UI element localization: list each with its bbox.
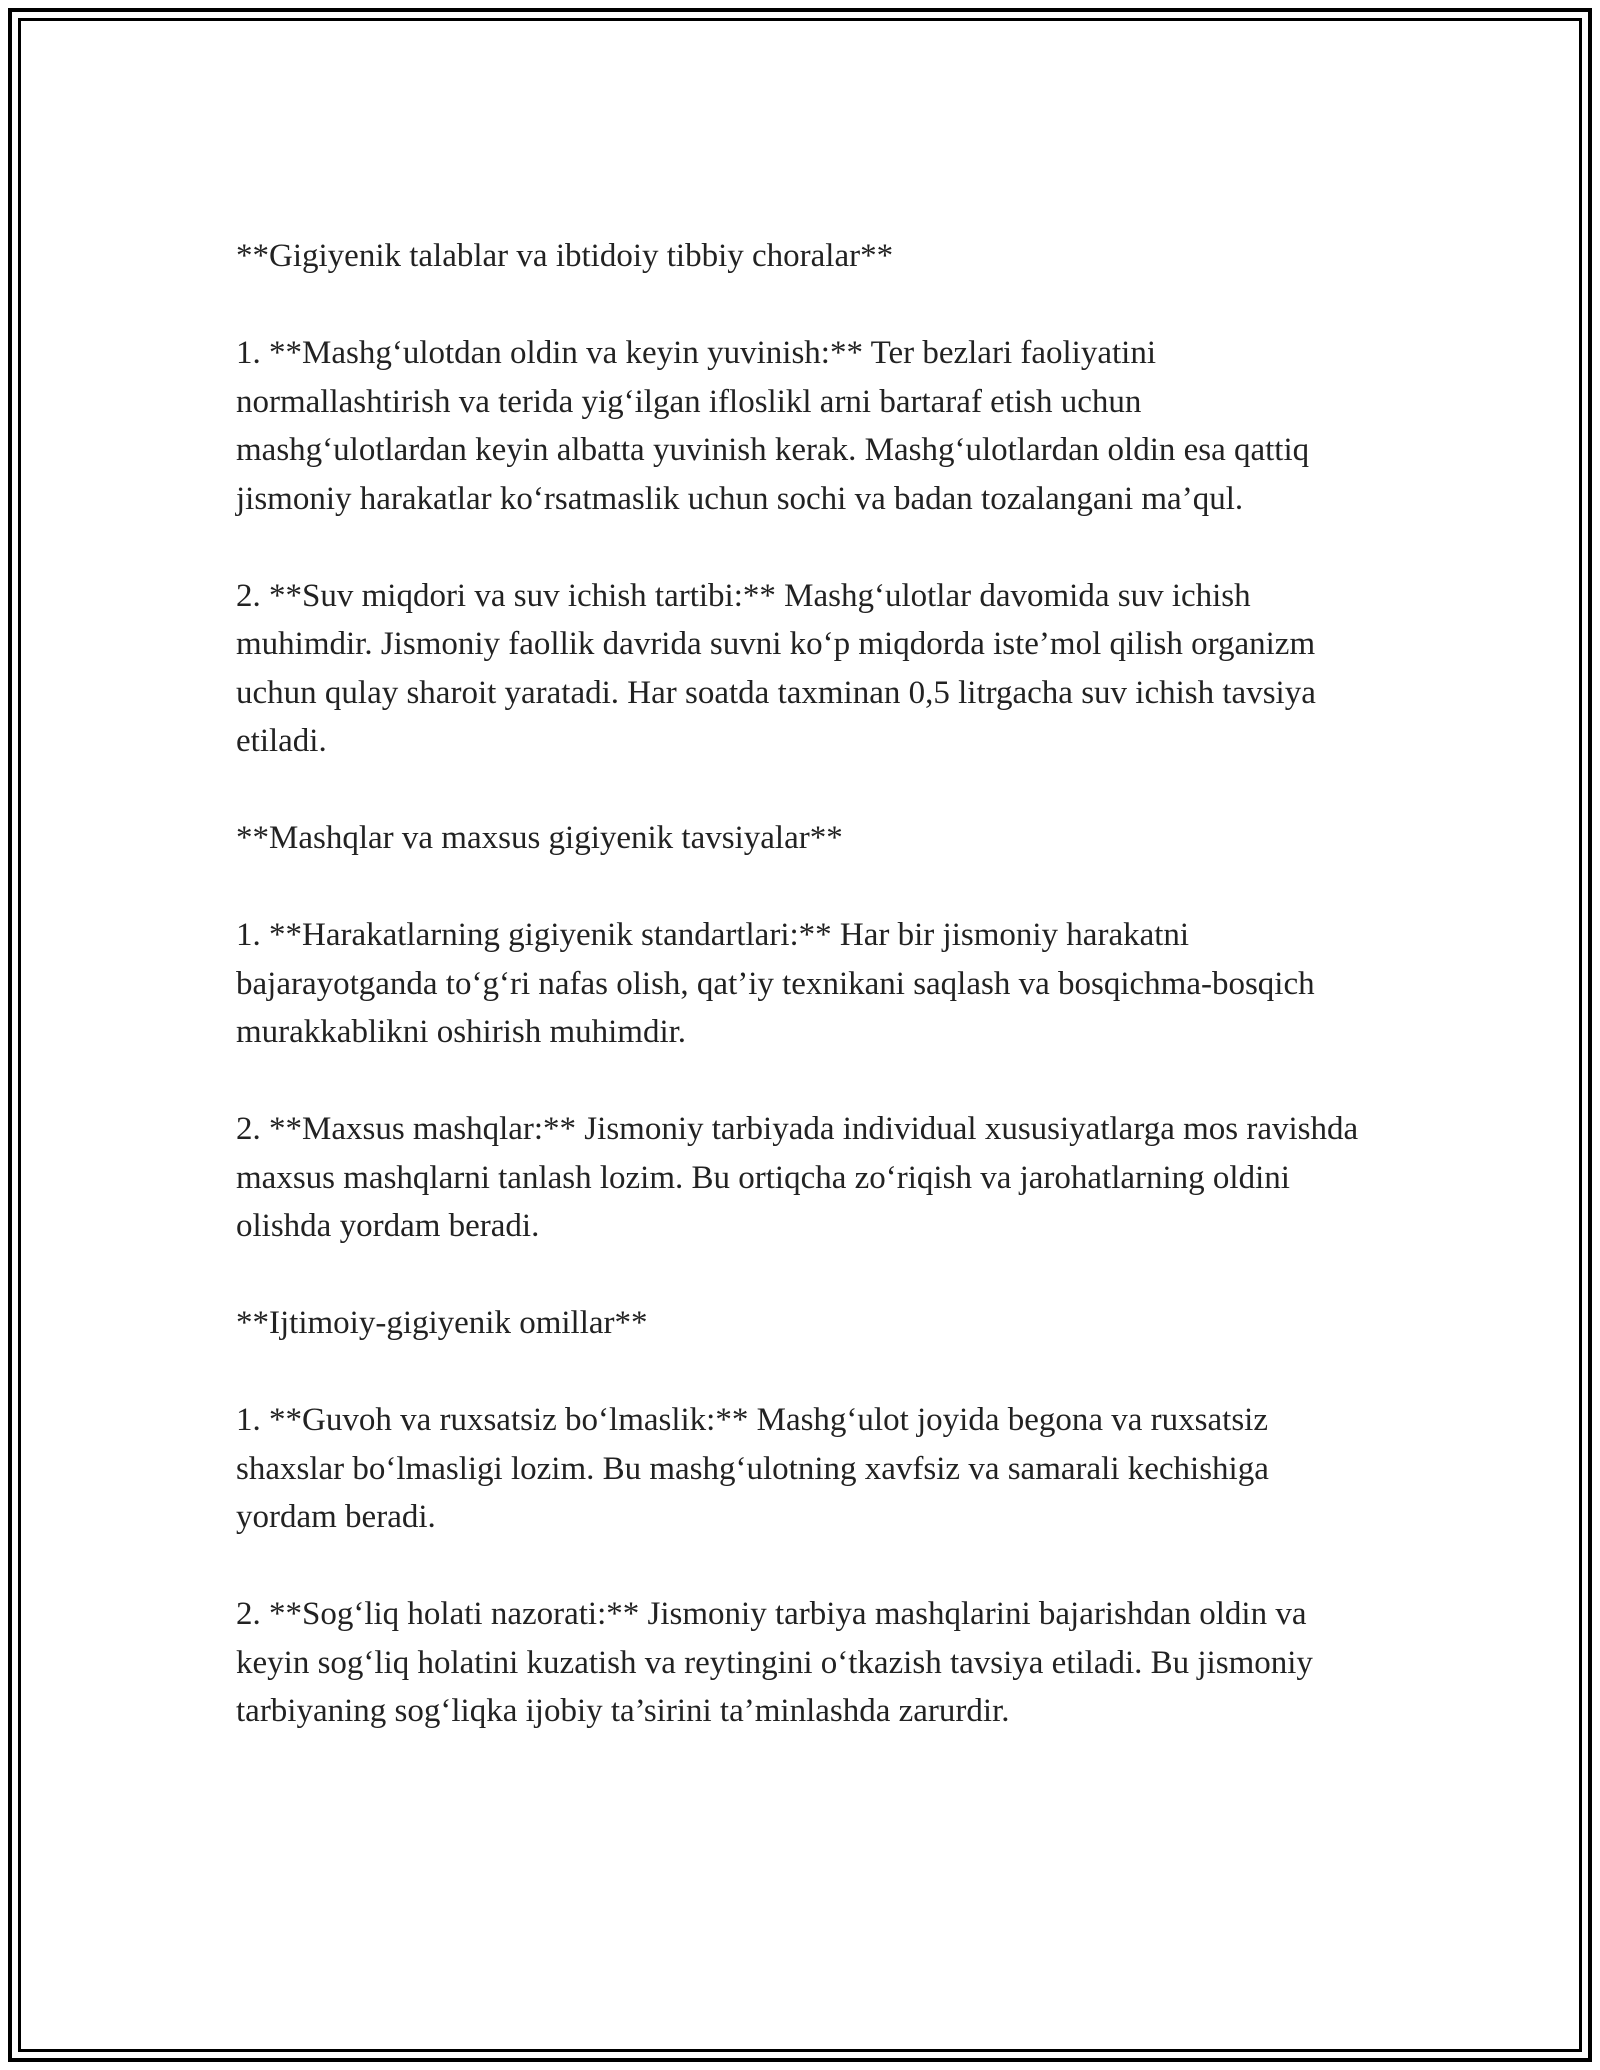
document-body: [236, 232, 1376, 1736]
section-heading: **Gigiyenik talablar va ibtidoiy tibbiy choralar**: [236, 238, 894, 274]
section-heading: **Mashqlar va maxsus gigiyenik tavsiyalar**: [236, 820, 843, 856]
list-item: 2. **Suv miqdori va suv ichish tartibi:** Mashg‘ulotlar davomida suv ichish muhimdir. Jismoniy faollik davrida suvni ko‘p miqdorda iste’mol qilish organizm uchun qulay sharoit yaratadi. Har soatda taxminan 0,5 litrgacha suv ichish tavsiya etiladi.: [236, 577, 1316, 759]
section-heading: **Ijtimoiy-gigiyenik omillar**: [236, 1305, 648, 1341]
list-item: 1. **Mashg‘ulotdan oldin va keyin yuvinish:** Ter bezlari faoliyatini normallashtirish va terida yig‘ilgan ifloslikl arni bartaraf etish uchun mashg‘ulotlardan keyin albatta yuvinish kerak. Mashg‘ulotlardan oldin esa qattiq jismoniy harakatlar ko‘rsatmaslik uchun sochi va badan tozalangani ma’qul.: [236, 335, 1310, 517]
list-item: 1. **Harakatlarning gigiyenik standartlari:** Har bir jismoniy harakatni bajarayotganda to‘g‘ri nafas olish, qat’iy texnikani saqlash va bosqichma-bosqich murakkablikni oshirish muhimdir.: [236, 917, 1315, 1050]
list-item: 2. **Sog‘liq holati nazorati:** Jismoniy tarbiya mashqlarini bajarishdan oldin va keyin sog‘liq holatini kuzatish va reytingini o‘tkazish tavsiya etiladi. Bu jismoniy tarbiyaning sog‘liqka ijobiy ta’sirini ta’minlashda zarurdir.: [236, 1596, 1313, 1729]
list-item: 1. **Guvoh va ruxsatsiz bo‘lmaslik:** Mashg‘ulot joyida begona va ruxsatsiz shaxslar bo‘lmasligi lozim. Bu mashg‘ulotning xavfsiz va samarali kechishiga yordam beradi.: [236, 1402, 1269, 1535]
list-item: 2. **Maxsus mashqlar:** Jismoniy tarbiyada individual xususiyatlarga mos ravishda maxsus mashqlarni tanlash lozim. Bu ortiqcha zo‘riqish va jarohatlarning oldini olishda yordam beradi.: [236, 1111, 1359, 1244]
